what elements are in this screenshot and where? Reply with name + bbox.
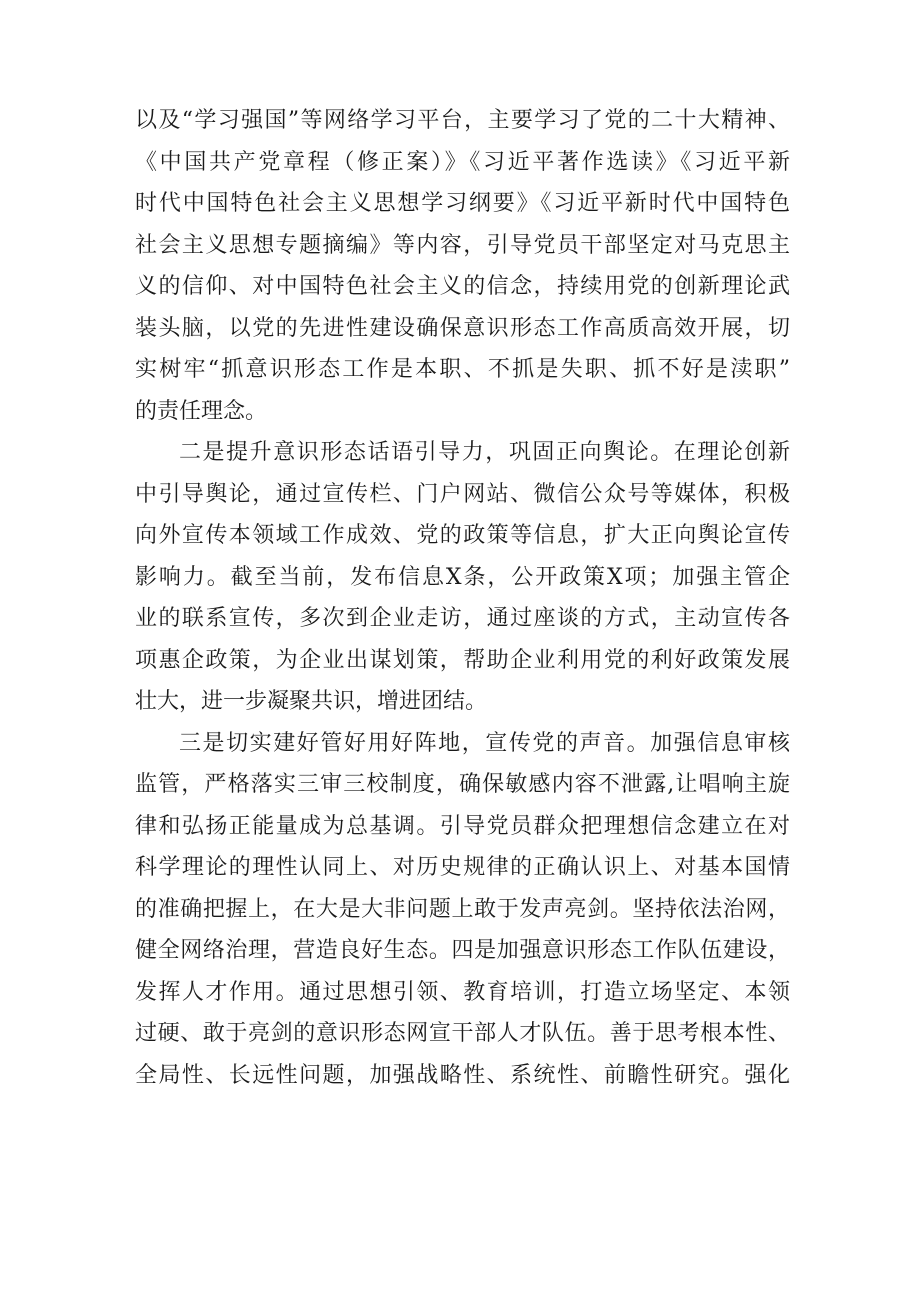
text-line: 业的联系宣传，多次到企业走访，通过座谈的方式，主动宣传各 [135, 606, 790, 631]
text-line: 装头脑，以党的先进性建设确保意识形态工作高质高效开展，切 [135, 315, 790, 341]
text-line: 健全网络治理，营造良好生态。四是加强意识形态工作队伍建设， [135, 938, 790, 963]
text-line: 监管，严格落实三审三校制度，确保敏感内容不泄露,让唱响主旋 [135, 772, 790, 797]
text-line: 三是切实建好管好用好阵地，宣传党的声音。加强信息审核 [179, 730, 790, 756]
text-line: 义的信仰、对中国特色社会主义的信念，持续用党的创新理论武 [135, 274, 790, 299]
text-line: 时代中国特色社会主义思想学习纲要》《习近平新时代中国特色 [135, 191, 790, 216]
text-line: 中引导舆论，通过宣传栏、门户网站、微信公众号等媒体，积极 [135, 481, 790, 507]
text-line: 影响力。截至当前，发布信息X条，公开政策X项；加强主管企 [135, 564, 790, 590]
text-line: 的准确把握上，在大是大非问题上敢于发声亮剑。坚持依法治网， [135, 896, 790, 922]
text-line: 全局性、长远性问题，加强战略性、系统性、前瞻性研究。强化 [135, 1062, 790, 1088]
text-line: 过硬、敢于亮剑的意识形态网宣干部人才队伍。善于思考根本性、 [135, 1021, 790, 1046]
text-line: 《中国共产党章程（修正案）》《习近平著作选读》《习近平新 [135, 149, 790, 175]
text-line: 社会主义思想专题摘编》等内容，引导党员干部坚定对马克思主 [135, 232, 790, 258]
text-line: 的责任理念。 [135, 398, 268, 424]
text-line: 科学理论的理性认同上、对历史规律的正确认识上、对基本国情 [135, 855, 790, 880]
text-line: 二是提升意识形态话语引导力，巩固正向舆论。在理论创新 [179, 440, 790, 465]
text-line: 壮大，进一步凝聚共识，增进团结。 [135, 689, 488, 714]
text-line: 以及“学习强国”等网络学习平台，主要学习了党的二十大精神、 [135, 108, 790, 133]
text-line: 向外宣传本领域工作成效、党的政策等信息，扩大正向舆论宣传 [135, 523, 790, 548]
text-line: 项惠企政策，为企业出谋划策，帮助企业利用党的利好政策发展 [135, 647, 790, 673]
body-text [135, 100, 790, 1096]
text-line: 实树牢“抓意识形态工作是本职、不抓是失职、抓不好是渎职” [135, 357, 790, 382]
text-line: 发挥人才作用。通过思想引领、教育培训，打造立场坚定、本领 [135, 979, 790, 1005]
text-line: 律和弘扬正能量成为总基调。引导党员群众把理想信念建立在对 [135, 813, 790, 839]
